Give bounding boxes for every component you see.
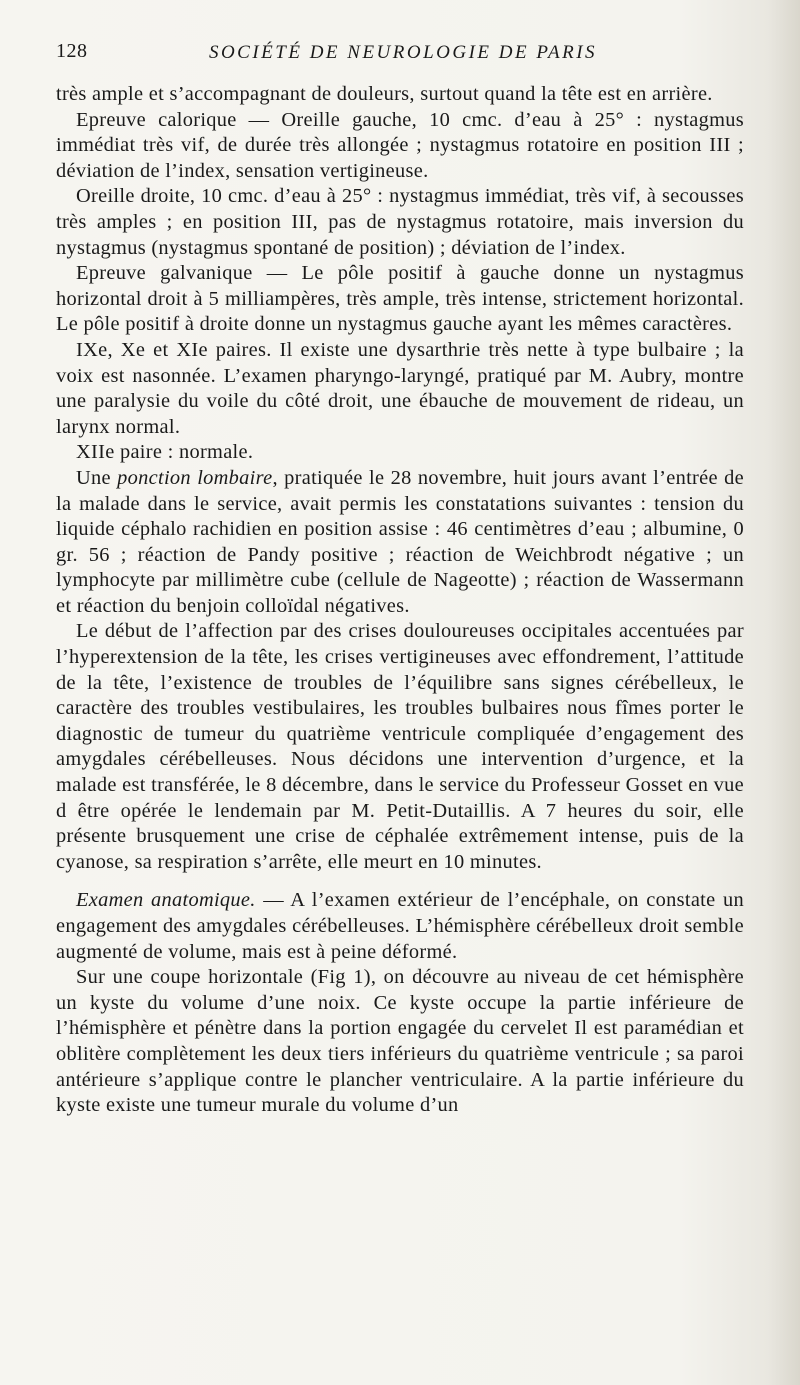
paragraph: Le début de l’affection par des crises douloureuses occipitales accentuées par l’hyperextension de la tête, les crises vertigineuses avec effondrement, l’attitude de la tête, l’existence de troubles de l’équilibre sans signes cérébelleux, le caractère des troubles vestibulaires, les troubles bulbaires nous fîmes porter le diagnostic de tumeur du quatrième ventricule compliquée d’engagement des amygdales cérébelleuses. Nous décidons une intervention d’urgence, et la malade est transférée, le 8 décembre, dans le service du Professeur Gosset en vue d être opérée le lendemain par M. Petit-Dutaillis. A 7 heures du soir, elle présente brusquement une crise de céphalée extrêmement intense, puis de la cyanose, sa respiration s’arrête, elle meurt en 10 minutes. bbox=[56, 620, 744, 873]
paragraph-section-heading bbox=[56, 888, 744, 965]
paragraph: très ample et s’accompagnant de douleurs, surtout quand la tête est en arrière. bbox=[56, 83, 713, 105]
running-title: SOCIÉTÉ DE NEUROLOGIE DE PARIS bbox=[208, 42, 598, 63]
paragraph: Epreuve calorique — Oreille gauche, 10 cmc. d’eau à 25° : nystagmus immédiat très vif, de durée très allongée ; nystagmus rotatoire en position III ; déviation de l’index, sensation vertigineuse. bbox=[56, 108, 744, 182]
paragraph-text: — A l’examen extérieur de l’encéphale, on constate un engagement des amygdales cérébelleuses. L’hémisphère cérébelleux droit semble augmenté de volume, mais est à peine déformé. bbox=[56, 889, 744, 963]
section-title: Examen anatomique. bbox=[76, 889, 256, 912]
paragraph: IXe, Xe et XIe paires. Il existe une dysarthrie très nette à type bulbaire ; la voix est nasonnée. L’examen pharyngo-laryngé, pratiqué par M. Aubry, montre une paralysie du voile du côté droit, une ébauche de mouvement de rideau, un larynx normal. bbox=[56, 338, 744, 438]
emphasis: ponction lombaire bbox=[117, 466, 273, 489]
paragraph: Oreille droite, 10 cmc. d’eau à 25° : nystagmus immédiat, très vif, à secousses très amples ; en position III, pas de nystagmus rotatoire, mais inversion du nystagmus (nystagmus spontané de position) ; déviation de l’index. bbox=[56, 185, 744, 259]
body-text bbox=[56, 82, 744, 1119]
paragraph bbox=[56, 466, 744, 620]
page-number: 128 bbox=[56, 40, 88, 62]
paragraph: Sur une coupe horizontale (Fig 1), on découvre au niveau de cet hémisphère un kyste du volume d’une noix. Ce kyste occupe la partie inférieure de l’hémisphère et pénètre dans la portion engagée du cervelet Il est paramédian et oblitère complètement les deux tiers inférieurs du quatrième ventricule ; sa paroi antérieure s’applique contre le plancher ventriculaire. A la partie inférieure du kyste existe une tumeur murale du volume d’un bbox=[56, 966, 744, 1117]
page-header bbox=[56, 40, 750, 70]
paragraph: Epreuve galvanique — Le pôle positif à gauche donne un nystagmus horizontal droit à 5 milliampères, très ample, très intense, strictement horizontal. Le pôle positif à droite donne un nystagmus gauche ayant les mêmes caractères. bbox=[56, 262, 744, 336]
paragraph-lead: Une bbox=[76, 466, 118, 489]
paragraph: XIIe paire : normale. bbox=[76, 441, 254, 464]
paragraph-text: , pratiquée le 28 novembre, huit jours avant l’entrée de la malade dans le service, avait permis les constatations suivantes : tension du liquide céphalo rachidien en position assise : 46 centimètres d’eau ; albumine, 0 gr. 56 ; réaction de Pandy positive ; réaction de Weichbrodt négative ; un lymphocyte par millimètre cube (cellule de Nageotte) ; réaction de Wassermann et réaction du benjoin colloïdal négatives. bbox=[56, 466, 744, 617]
